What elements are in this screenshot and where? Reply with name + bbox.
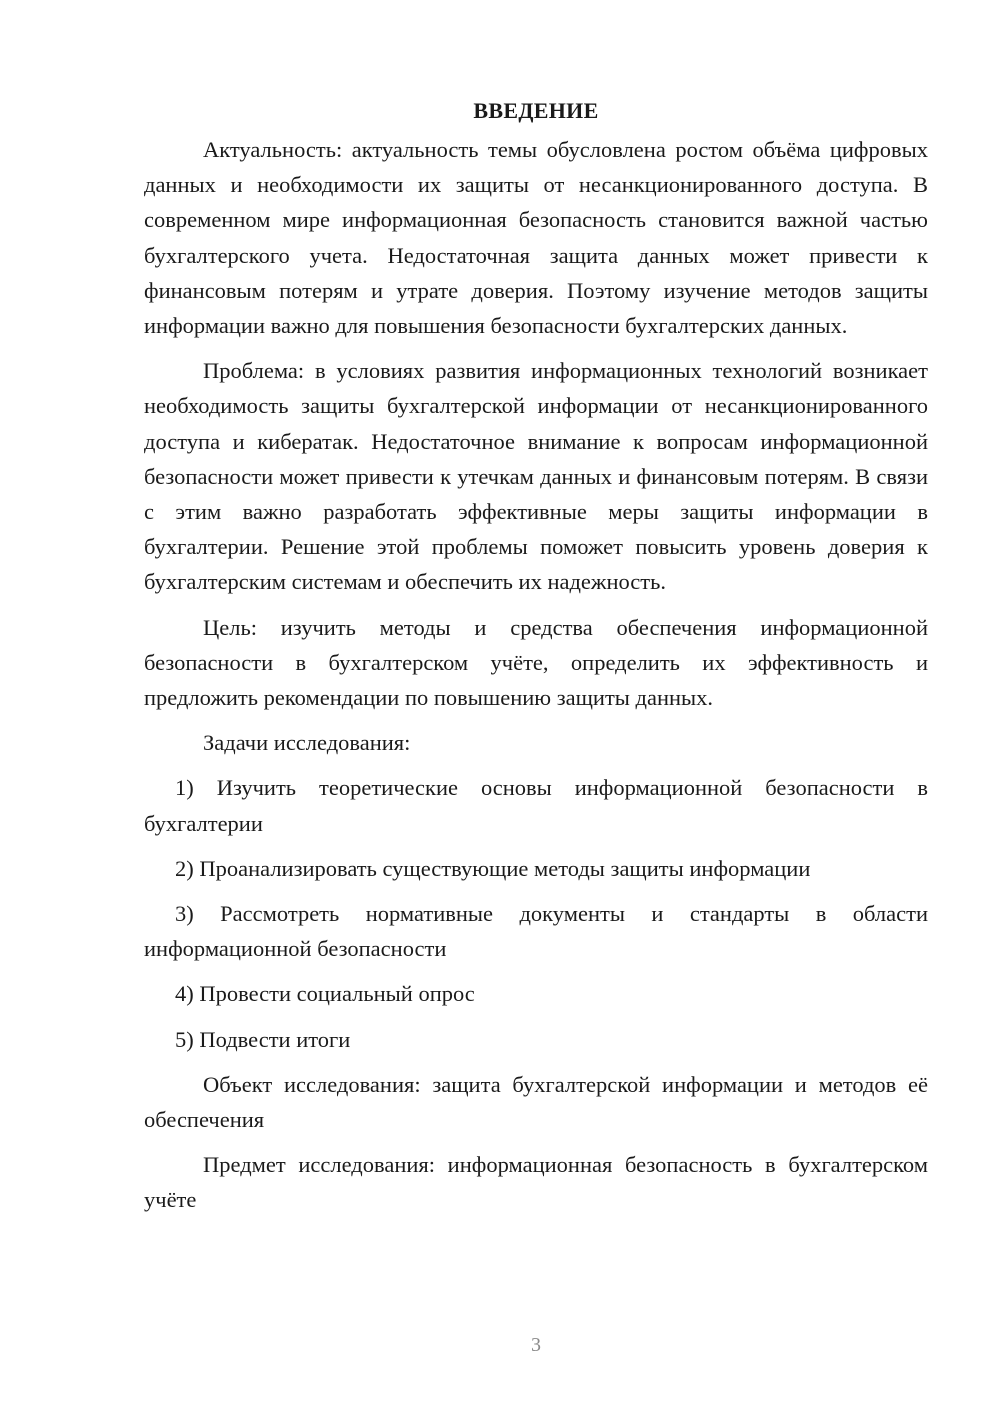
subject-paragraph: Предмет исследования: информационная безопасность в бухгалтерском учёте [144, 1152, 928, 1213]
goal-paragraph: Цель: изучить методы и средства обеспечения информационной безопасности в бухгалтерском учёте, определить их эффективность и предложить рекомендации по повышению защиты данных. [144, 614, 928, 711]
task-item: 5) Подвести итоги [175, 1026, 351, 1052]
object-paragraph: Объект исследования: защита бухгалтерской информации и методов её обеспечения [144, 1071, 928, 1133]
task-item: 1) Изучить теоретические основы информационной безопасности в бухгалтерии [144, 775, 928, 836]
section-heading: ВВЕДЕНИЕ [473, 98, 599, 123]
tasks-list [144, 770, 928, 1056]
page-content [144, 94, 928, 1228]
relevance-paragraph: Актуальность: актуальность темы обусловлена ростом объёма цифровых данных и необходимости их защиты от несанкционированного доступа. В современном мире информационная безопасность становится важной частью бухгалтерского учета. Недостаточная защита данных может привести к финансовым потерям и утрате доверия. Поэтому изучение методов защиты информации важно для повышения безопасности бухгалтерских данных. [144, 137, 928, 339]
task-item: 4) Провести социальный опрос [175, 981, 475, 1007]
tasks-title: Задачи исследования: [203, 730, 411, 756]
task-item: 3) Рассмотреть нормативные документы и стандарты в области информационной безопасности [144, 901, 928, 962]
task-item: 2) Проанализировать существующие методы защиты информации [175, 855, 811, 881]
problem-paragraph: Проблема: в условиях развития информационных технологий возникает необходимость защиты бухгалтерской информации от несанкционированного доступа и кибератак. Недостаточное внимание к вопросам информационной безопасности может привести к утечкам данных и финансовым потерям. В связи с этим важно разработать эффективные меры защиты информации в бухгалтерии. Решение этой проблемы поможет повысить уровень доверия к бухгалтерским системам и обеспечить их надежность. [144, 358, 928, 595]
page-number: 3 [531, 1334, 541, 1356]
